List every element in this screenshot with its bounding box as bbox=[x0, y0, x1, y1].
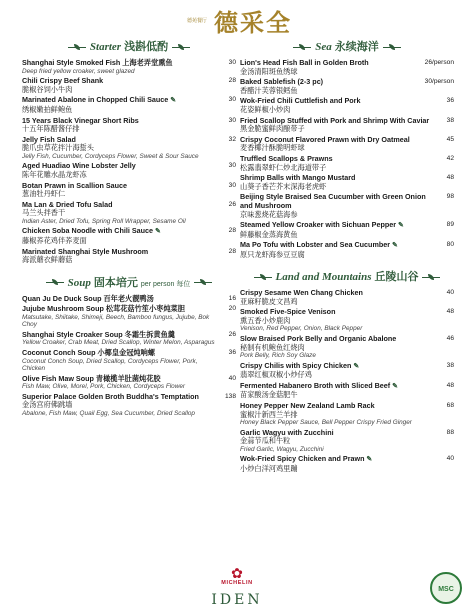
dish-price: 138 bbox=[224, 392, 236, 400]
dish-name bbox=[22, 295, 220, 304]
menu-item-body bbox=[22, 349, 224, 372]
section-title bbox=[240, 38, 454, 54]
dish-price: 46 bbox=[446, 335, 454, 343]
menu-item bbox=[240, 117, 454, 134]
dish-name-text: Chili Crispy Beef Shank bbox=[22, 76, 104, 86]
dish-name-text: Crispy Coconut Flavored Prawn with Dry Oatmeal bbox=[240, 134, 410, 144]
menu-item bbox=[22, 305, 236, 328]
menu-item-body bbox=[22, 96, 224, 114]
dish-description: Deep fried yellow croaker, sweet glazed bbox=[22, 67, 135, 75]
dish-price: 45 bbox=[446, 135, 454, 143]
dish-chinese-name: 葱油牡丹虾仁 bbox=[22, 189, 66, 199]
dish-price: 30 bbox=[228, 96, 236, 104]
menu-item bbox=[22, 77, 236, 94]
michelin-text: MICHELIN bbox=[221, 580, 253, 586]
section-title-cn: 丘陵山谷 bbox=[374, 271, 419, 284]
menu-item-body bbox=[240, 136, 442, 153]
brand-name: IDEN bbox=[211, 592, 263, 608]
menu-item bbox=[240, 59, 454, 76]
dish-name-text: Superior Palace Golden Broth Buddha's Temptation bbox=[22, 391, 199, 401]
chili-icon: ✎ bbox=[153, 228, 161, 236]
dish-name-text: Aged Huadiao Wine Lobster Jelly bbox=[22, 161, 136, 171]
menu-item bbox=[240, 155, 454, 172]
dish-chinese-name: 十五年陈醋酱仔排 bbox=[22, 124, 80, 134]
menu-item bbox=[240, 335, 454, 359]
dish-name-text: Ma Lan & Dried Tofu Salad bbox=[22, 199, 113, 209]
dish-name-text: Olive Fish Maw Soup 青橄榄羊肚菌炖花胶 bbox=[22, 373, 161, 383]
dish-description: Jelly Fish, Cucumber, Cordyceps Flower, Sweet & Sour Sauce bbox=[22, 152, 199, 160]
dish-name-text: Botan Prawn in Scallion Sauce bbox=[22, 180, 128, 190]
dish-chinese-name: 藤椒荞花鸡伴荞麦面 bbox=[22, 235, 87, 245]
menu-item-body bbox=[240, 193, 442, 219]
menu-item bbox=[22, 227, 236, 245]
dish-price: 40 bbox=[446, 289, 454, 297]
dish-name bbox=[22, 331, 220, 340]
menu-item bbox=[240, 308, 454, 332]
dish-name-text: Truffled Scallops & Prawns bbox=[240, 153, 333, 163]
dish-description: Fried Garlic, Wagyu, Zucchini bbox=[240, 445, 324, 453]
dish-chinese-name: 蜜椒汁新西兰羊排 bbox=[240, 409, 298, 419]
chili-icon: ✎ bbox=[364, 456, 373, 464]
dish-price: 38 bbox=[446, 116, 454, 124]
leaf-icon bbox=[194, 282, 212, 283]
dish-chinese-name: 鲜藤椒金蒸海黄鱼 bbox=[240, 229, 298, 239]
dish-price: 40 bbox=[446, 455, 454, 463]
menu-item bbox=[240, 97, 454, 114]
dish-price: 36 bbox=[446, 97, 454, 105]
dish-name-text: Crispy Chilis with Spicy Chicken bbox=[240, 360, 352, 370]
dish-description: Yellow Croaker, Crab Meat, Dried Scallop, Winter Melon, Asparagus bbox=[22, 339, 215, 347]
chili-icon: ✎ bbox=[390, 242, 398, 250]
dish-name-text: Chicken Soba Noodle with Chili Sauce bbox=[22, 226, 153, 236]
dish-price: 30 bbox=[228, 162, 236, 170]
dish-name bbox=[22, 305, 220, 314]
leaf-icon bbox=[383, 47, 401, 48]
menu-item-body bbox=[22, 201, 224, 225]
dish-name-text: Wok-Fried Spicy Chicken and Prawn bbox=[240, 454, 365, 464]
menu-item-body bbox=[240, 402, 442, 426]
dish-name-text: Jelly Fish Salad bbox=[22, 134, 76, 144]
dish-chinese-name: 京味葱烧花菇海参 bbox=[240, 209, 298, 219]
dish-chinese-name: 脆爪虫草花拌汁海蜇头 bbox=[22, 143, 94, 153]
dish-price: 88 bbox=[446, 428, 454, 436]
dish-name bbox=[22, 349, 220, 358]
menu-item-body bbox=[240, 335, 442, 359]
menu-item bbox=[240, 382, 454, 400]
dish-chinese-name: 翡翠红椒双椒小炒仔鸡 bbox=[240, 370, 312, 380]
dish-name-text: Fried Scallop Stuffed with Pork and Shrimp With Caviar bbox=[240, 115, 430, 125]
menu-item bbox=[22, 295, 236, 304]
menu-item-body bbox=[22, 375, 224, 391]
dish-chinese-name: 山葵子香芒芥末深海老虎虾 bbox=[240, 181, 327, 191]
menu-item-body bbox=[22, 136, 224, 160]
dish-price: 20 bbox=[228, 305, 236, 313]
left-column bbox=[22, 38, 236, 419]
dish-chinese-name: 海派蘑衣鲜蘑菇 bbox=[22, 255, 73, 265]
menu-item bbox=[22, 331, 236, 347]
menu-item-body bbox=[22, 393, 224, 417]
dish-name-text: Garlic Wagyu with Zucchini bbox=[240, 427, 334, 437]
menu-item bbox=[240, 362, 454, 380]
dish-name-text: Shanghai Style Croaker Soup 冬霜生拆黄鱼羹 bbox=[22, 329, 175, 339]
dish-price: 48 bbox=[446, 308, 454, 316]
michelin-icon: ✿ bbox=[231, 565, 243, 581]
dish-name-text: Lion's Head Fish Ball in Golden Broth bbox=[240, 58, 369, 67]
dish-name-text: Smoked Five-Spice Venison bbox=[240, 307, 336, 317]
dish-chinese-name: 陈年花雕水晶龙虾冻 bbox=[22, 169, 87, 179]
menu-item bbox=[22, 393, 236, 417]
dish-price: 30 bbox=[228, 181, 236, 189]
menu-item-body bbox=[240, 429, 442, 453]
dish-name-text: Jujube Mushroom Soup 松茸花菇竹笙小枣炖菜胆 bbox=[22, 304, 185, 314]
chili-icon: ✎ bbox=[396, 222, 404, 230]
dish-price: 38 bbox=[446, 361, 454, 369]
menu-item-body bbox=[240, 308, 442, 332]
section-title-en: Starter bbox=[89, 41, 122, 53]
dish-description: Venison, Red Pepper, Onion, Black Pepper bbox=[240, 325, 363, 333]
menu-item bbox=[22, 201, 236, 225]
dish-description: Abalone, Fish Maw, Quail Egg, Sea Cucumber, Dried Scallop bbox=[22, 409, 195, 417]
section-title-cn: 永续海洋 bbox=[334, 41, 379, 53]
section-title-en: Sea bbox=[315, 41, 332, 53]
menu-item-body bbox=[22, 77, 224, 94]
section-title-cn: 浅斟低酌 bbox=[124, 41, 169, 53]
dish-name-text: Slow Braised Pork Belly and Organic Abalone bbox=[240, 334, 397, 344]
menu-item-body bbox=[240, 221, 442, 239]
dish-price: 26 bbox=[228, 200, 236, 208]
dish-price: 16 bbox=[228, 294, 236, 302]
menu-item-body bbox=[22, 295, 224, 304]
menu-item bbox=[240, 193, 454, 219]
dish-name bbox=[22, 59, 220, 68]
leaf-icon bbox=[254, 277, 272, 278]
dish-name-text: Marinated Abalone in Chopped Chili Sauce bbox=[22, 95, 169, 105]
section-title-en: Soup bbox=[67, 276, 91, 289]
dish-price: 26/person bbox=[424, 59, 454, 66]
dish-chinese-name: 花姿鲜椒小炒肉 bbox=[240, 104, 291, 114]
dish-name-text: Fermented Habanero Broth with Sliced Beef bbox=[240, 380, 391, 390]
dish-name-text: Shanghai Style Smoked Fish 上海老弄堂熏鱼 bbox=[22, 58, 173, 67]
dish-price: 40 bbox=[228, 374, 236, 382]
dish-price: 28 bbox=[228, 247, 236, 255]
michelin-mark bbox=[0, 566, 474, 586]
menu-item bbox=[240, 174, 454, 191]
menu-item bbox=[240, 429, 454, 453]
menu-item-body bbox=[22, 331, 224, 347]
dish-chinese-name: 亚麻籽脆皮文昌鸡 bbox=[240, 296, 298, 306]
section-title-cn: 固本培元 bbox=[93, 276, 138, 289]
menu-item bbox=[22, 162, 236, 179]
section-title bbox=[22, 38, 236, 54]
dish-price: 48 bbox=[446, 381, 454, 389]
menu-item bbox=[22, 375, 236, 391]
menu-item bbox=[240, 136, 454, 153]
leaf-icon bbox=[172, 47, 190, 48]
dish-name-text: Baked Sablefish (2-3 pc) bbox=[240, 77, 324, 87]
logo-main-text: 德采全 bbox=[214, 8, 292, 37]
dish-name-text: Coconut Conch Soup 小椰皇金冠炖响螺 bbox=[22, 348, 155, 358]
menu-item-body bbox=[240, 97, 442, 114]
menu-item bbox=[22, 117, 236, 134]
chili-icon: ✎ bbox=[390, 382, 398, 390]
dish-name-text: Crispy Sesame Wen Chang Chicken bbox=[240, 288, 363, 298]
chili-icon: ✎ bbox=[351, 362, 360, 370]
dish-price: 28 bbox=[228, 227, 236, 235]
logo-small-text: 德苑餐厅 bbox=[186, 17, 207, 24]
menu-item bbox=[22, 136, 236, 160]
leaf-icon bbox=[46, 282, 64, 283]
menu-item-body bbox=[22, 59, 224, 75]
menu-item-body bbox=[240, 59, 425, 76]
dish-name-text: Ma Po Tofu with Lobster and Sea Cucumber bbox=[240, 240, 391, 250]
section-title bbox=[22, 274, 236, 290]
dish-chinese-name: 熏五香小炒鹿肉 bbox=[240, 316, 291, 326]
dish-chinese-name: 金汤清阳斑鱼绣球 bbox=[240, 66, 298, 76]
dish-price: 36 bbox=[228, 349, 236, 357]
dish-price: 28 bbox=[228, 77, 236, 85]
dish-price: 30 bbox=[228, 59, 236, 66]
dish-chinese-name: 松露翡翠虾仁炒北海道带子 bbox=[240, 162, 327, 172]
msc-badge-icon: MSC bbox=[430, 572, 462, 604]
dish-price: 48 bbox=[446, 174, 454, 182]
dish-description: Indian Aster, Dried Tofu, Spring Roll Wrapper, Sesame Oil bbox=[22, 217, 186, 225]
dish-chinese-name: 绣椒嫩拍鲜鲍鱼 bbox=[22, 104, 73, 114]
dish-name-text: 15 Years Black Vinegar Short Ribs bbox=[22, 115, 139, 125]
dish-chinese-name: 小炒白洋河鸡里蹦 bbox=[240, 463, 298, 473]
dish-chinese-name: 麦香椰汁酥脆明虾球 bbox=[240, 143, 305, 153]
menu-item-body bbox=[22, 305, 224, 328]
leaf-icon bbox=[422, 277, 440, 278]
dish-chinese-name: 秘制有机鲍鱼红烧肉 bbox=[240, 342, 305, 352]
dish-description: Honey Black Pepper Sauce, Bell Pepper Crispy Fried Ginger bbox=[240, 419, 412, 427]
dish-name-text: Steamed Yellow Croaker with Sichuan Pepper bbox=[240, 220, 397, 230]
dish-chinese-name: 香醋汁芙蓉银鳕鱼 bbox=[240, 85, 298, 95]
menu-item-body bbox=[22, 248, 224, 265]
right-column bbox=[240, 38, 454, 475]
menu-item-body bbox=[240, 155, 442, 172]
dish-name-text: Honey Pepper New Zealand Lamb Rack bbox=[240, 401, 375, 411]
leaf-icon bbox=[293, 47, 311, 48]
menu-item-body bbox=[22, 162, 224, 179]
menu-item bbox=[240, 402, 454, 426]
dish-price: 98 bbox=[446, 193, 454, 201]
dish-description: Coconut Conch Soup, Dried Scallop, Cordyceps Flower, Pork, Chicken bbox=[22, 357, 198, 373]
menu-item bbox=[22, 59, 236, 75]
menu-item bbox=[240, 241, 454, 259]
dish-price: 42 bbox=[446, 154, 454, 162]
menu-item-body bbox=[240, 362, 442, 380]
dish-name bbox=[22, 375, 220, 384]
dish-price: 30 bbox=[228, 116, 236, 124]
dish-name-text: Marinated Shanghai Style Mushroom bbox=[22, 246, 149, 256]
menu-item-body bbox=[240, 455, 442, 473]
dish-price: 80 bbox=[446, 241, 454, 249]
section-title-en: Land and Mountains bbox=[275, 271, 372, 284]
menu-item-body bbox=[22, 117, 224, 134]
dish-price: 30/person bbox=[424, 78, 454, 86]
dish-name bbox=[240, 193, 438, 210]
menu-item bbox=[22, 96, 236, 114]
restaurant-logo bbox=[0, 3, 474, 38]
dish-name-text: Quan Ju De Duck Soup 百年老火靓鸭汤 bbox=[22, 293, 154, 303]
menu-item bbox=[22, 182, 236, 199]
menu-item bbox=[240, 221, 454, 239]
dish-price: 89 bbox=[446, 221, 454, 229]
dish-name-text: Wok-Fried Chili Cuttlefish and Pork bbox=[240, 96, 361, 106]
menu-item bbox=[22, 248, 236, 265]
section-note: per person 每位 bbox=[140, 280, 191, 288]
menu-item-body bbox=[240, 174, 442, 191]
dish-chinese-name: 脆椒谷饲小牛肉 bbox=[22, 84, 73, 94]
dish-description: Matsutake, Shiitake, Shimeji, Beech, Bamboo fungus, Jujube, Bok Choy bbox=[22, 313, 210, 329]
dish-price: 68 bbox=[446, 402, 454, 410]
menu-item-body bbox=[240, 382, 442, 400]
dish-price: 26 bbox=[228, 330, 236, 338]
menu-item bbox=[240, 455, 454, 473]
dish-chinese-name: 马兰头拌香干 bbox=[22, 208, 66, 218]
dish-name-text: Beijing Style Braised Sea Cucumber with Green Onion and Mushroom bbox=[240, 192, 426, 210]
dish-chinese-name: 金蒜节瓜和牛粒 bbox=[240, 436, 291, 446]
dish-description: Fish Maw, Olive, Morel, Pork, Chicken, Cordyceps Flower bbox=[22, 383, 186, 391]
menu-item bbox=[240, 289, 454, 306]
leaf-icon bbox=[68, 47, 86, 48]
menu-item bbox=[22, 349, 236, 372]
menu-item-body bbox=[22, 227, 224, 245]
dish-name-text: Shrimp Balls with Mango Mustard bbox=[240, 173, 356, 183]
menu-item-body bbox=[240, 241, 442, 259]
dish-description: Pork Belly, Rich Soy Glaze bbox=[240, 352, 316, 360]
dish-chinese-name: 原只龙虾海参豆豆腐 bbox=[240, 249, 305, 259]
chili-icon: ✎ bbox=[168, 97, 177, 105]
menu-item-body bbox=[22, 182, 224, 199]
dish-price: 32 bbox=[228, 135, 236, 143]
menu-item bbox=[240, 78, 454, 95]
dish-chinese-name: 黑金脆蜜鲜肉酿带子 bbox=[240, 124, 305, 134]
menu-item-body bbox=[240, 78, 425, 95]
section-title bbox=[240, 268, 454, 284]
dish-chinese-name: 金汤宫府佛跳墙 bbox=[22, 400, 73, 410]
menu-item-body bbox=[240, 117, 442, 134]
dish-chinese-name: 苗家酸汤金菇肥牛 bbox=[240, 390, 298, 400]
menu-item-body bbox=[240, 289, 442, 306]
